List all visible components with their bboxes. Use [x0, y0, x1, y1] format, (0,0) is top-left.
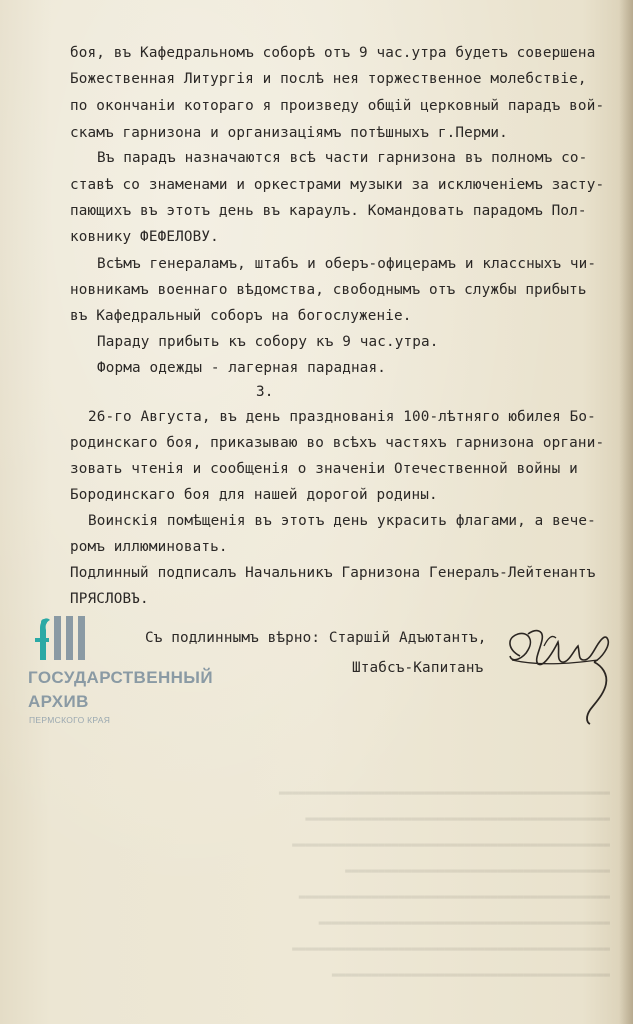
text-line: ставѣ со знаменами и оркестрами музыки за исключеніемъ засту-: [70, 177, 605, 193]
text-line: по окончаніи котораго я произведу общій церковный парадъ вой-: [70, 98, 605, 114]
text-line: зовать чтенія и сообщенія о значеніи Отечественной войны и: [70, 461, 578, 477]
text-line: 26-го Августа, въ день празднованія 100-лѣтняго юбилея Бо-: [88, 409, 596, 425]
section-number: 3.: [256, 384, 274, 400]
text-line: ковнику ФЕФЕЛОВУ.: [70, 229, 219, 245]
archive-watermark-logo: [26, 612, 256, 732]
text-line: Бородинскаго боя для нашей дорогой родины.: [70, 487, 438, 503]
watermark-title: ГОСУДАРСТВЕННЫЙ: [28, 668, 213, 687]
text-line: Подлинный подписалъ Начальникъ Гарнизона Генералъ-Лейтенантъ: [70, 565, 596, 581]
rank-line: Штабсъ-Капитанъ: [352, 660, 484, 676]
text-line: въ Кафедральный соборъ на богослуженіе.: [70, 308, 412, 324]
text-line: Въ парадъ назначаются всѣ части гарнизона въ полномъ со-: [97, 150, 588, 166]
bleed-through-texture: ▬▬▬▬▬▬▬▬▬▬▬▬▬▬▬▬▬▬▬▬▬▬▬▬▬▬▬▬▬▬▬▬▬▬▬▬▬▬▬▬▬▬▬▬▬▬▬▬▬▬ ▬▬▬▬▬▬▬▬▬▬▬▬▬▬▬▬▬▬▬▬▬▬▬▬▬▬▬▬▬▬▬▬▬▬▬▬▬▬▬▬▬▬▬▬▬▬ ▬▬▬▬▬▬▬▬▬▬▬▬▬▬▬▬▬▬▬▬▬▬▬▬▬▬▬▬▬▬▬▬▬▬▬▬▬▬▬▬▬▬▬▬▬▬▬▬ ▬▬▬▬▬▬▬▬▬▬▬▬▬▬▬▬▬▬▬▬▬▬▬▬▬▬▬▬▬▬▬▬▬▬▬▬▬▬▬▬ ▬▬▬▬▬▬▬▬▬▬▬▬▬▬▬▬▬▬▬▬▬▬▬▬▬▬▬▬▬▬▬▬▬▬▬▬▬▬▬▬▬▬▬▬▬▬▬ ▬▬▬▬▬▬▬▬▬▬▬▬▬▬▬▬▬▬▬▬▬▬▬▬▬▬▬▬▬▬▬▬▬▬▬▬▬▬▬▬▬▬▬▬ ▬▬▬▬▬▬▬▬▬▬▬▬▬▬▬▬▬▬▬▬▬▬▬▬▬▬▬▬▬▬▬▬▬▬▬▬▬▬▬▬▬▬▬▬▬▬▬▬ ▬▬▬▬▬▬▬▬▬▬▬▬▬▬▬▬▬▬▬▬▬▬▬▬▬▬▬▬▬▬▬▬▬▬▬▬▬▬▬▬▬▬: [278, 786, 610, 981]
text-line: скамъ гарнизона и организаціямъ потѣшныхъ г.Перми.: [70, 125, 508, 141]
text-line: Параду прибыть къ собору къ 9 час.утра.: [97, 334, 439, 350]
archive-emblem-icon: [32, 612, 86, 662]
text-line: новникамъ военнаго вѣдомства, свободнымъ отъ службы прибыть: [70, 282, 587, 298]
text-line: боя, въ Кафедральномъ соборѣ отъ 9 час.утра будетъ совершена: [70, 45, 596, 61]
text-line: Форма одежды - лагерная парадная.: [97, 360, 386, 376]
handwritten-signature: [498, 620, 616, 730]
text-line: Воинскія помѣщенія въ этотъ день украсить флагами, а вече-: [88, 513, 596, 529]
text-line: родинскаго боя, приказываю во всѣхъ частяхъ гарнизона органи-: [70, 435, 605, 451]
text-line: Всѣмъ генераламъ, штабъ и оберъ-офицерамъ и классныхъ чи-: [97, 256, 597, 272]
text-line: Божественная Литургія и послѣ нея торжественное молебствіе,: [70, 71, 587, 87]
text-line: ромъ иллюминовать.: [70, 539, 228, 555]
text-line: пающихъ въ этотъ день въ караулъ. Командовать парадомъ Пол-: [70, 203, 587, 219]
watermark-subtitle: ПЕРМСКОГО КРАЯ: [29, 715, 111, 725]
certification-line: Съ подлиннымъ вѣрно: Старшій Адъютантъ,: [145, 630, 487, 646]
text-line: ПРЯСЛОВЪ.: [70, 591, 149, 607]
watermark-title-2: АРХИВ: [28, 692, 89, 711]
